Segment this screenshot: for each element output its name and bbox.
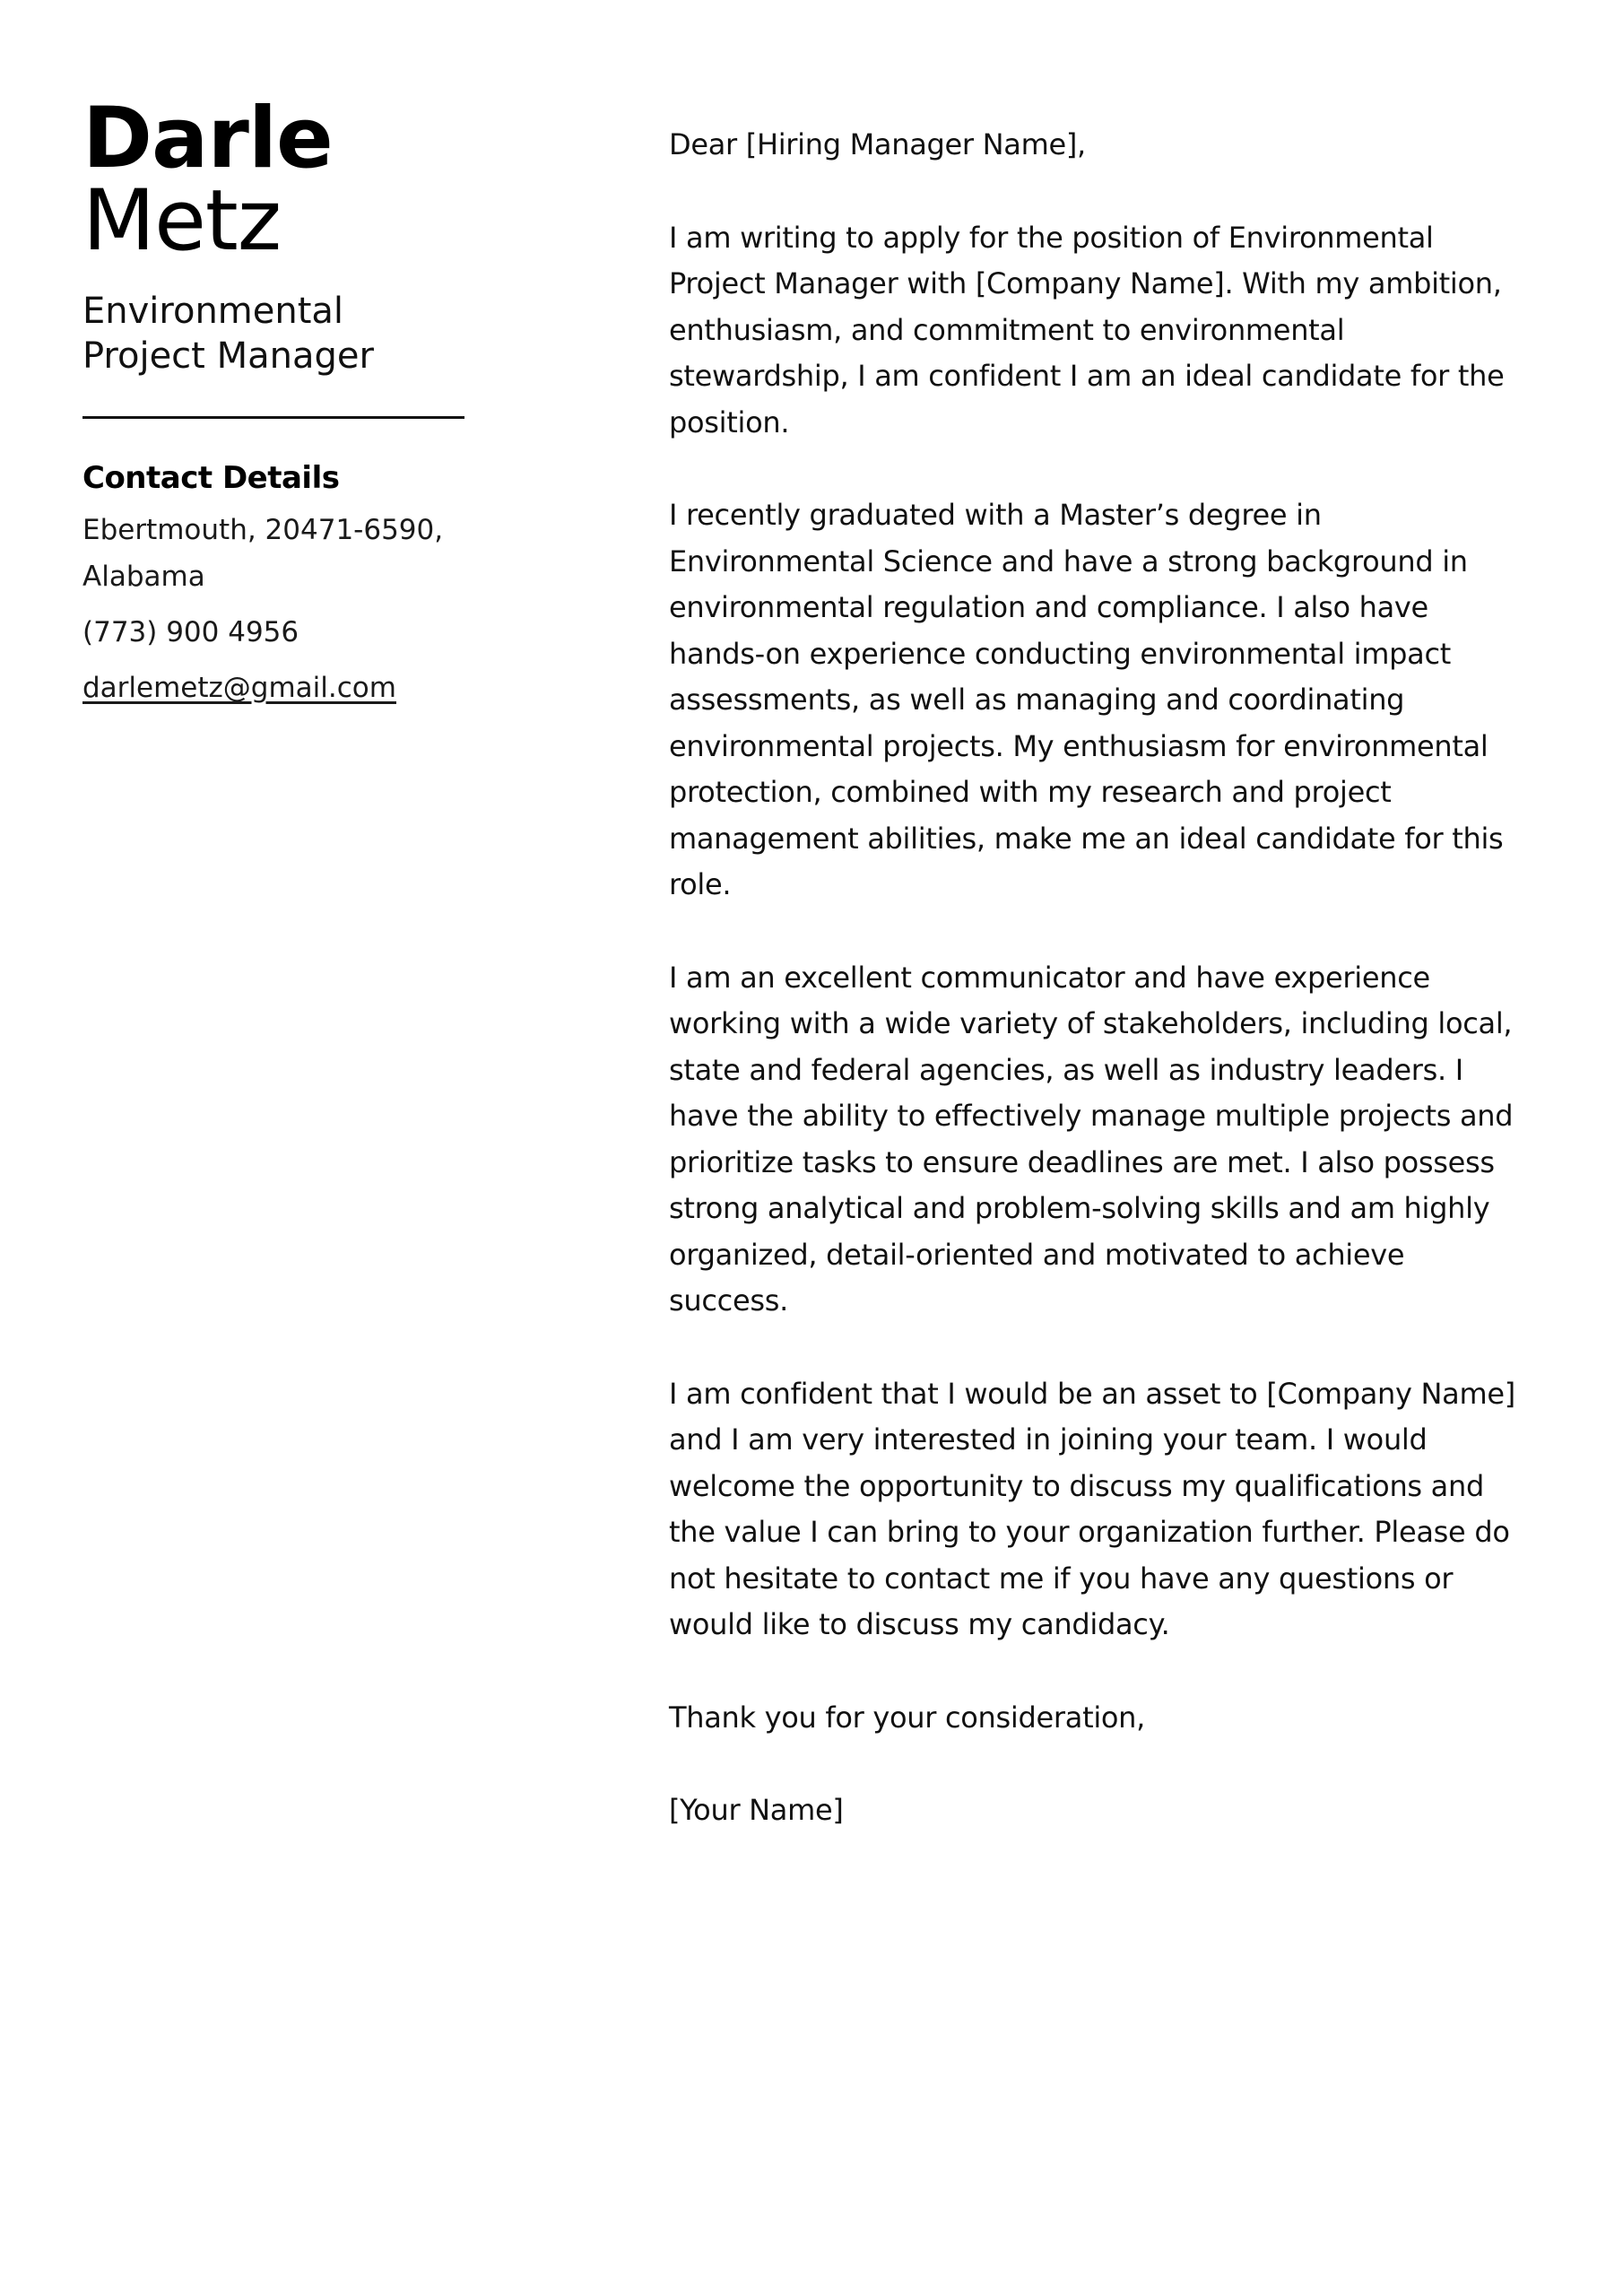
letter-greeting: Dear [Hiring Manager Name],	[669, 127, 1086, 161]
candidate-name	[82, 90, 468, 270]
letter-closing: Thank you for your consideration,	[669, 1700, 1146, 1735]
contact-phone: (773) 900 4956	[82, 616, 299, 648]
contact-address: Ebertmouth, 20471-6590, Alabama	[82, 514, 444, 593]
sidebar	[82, 90, 468, 711]
last-name: Metz	[82, 172, 282, 270]
letter-paragraph: I recently graduated with a Master’s degree in Environmental Science and have a strong background in environmental regulation and compliance. I also have hands-on experience conducting environmental impact assessments, as well as managing and coordinating environmental projects. My enthusiasm for environmental protection, combined with my research and project management abilities, make me an ideal candidate for this role.	[669, 498, 1504, 901]
contact-email-link[interactable]: darlemetz@gmail.com	[82, 672, 396, 704]
letter-paragraph: I am writing to apply for the position of Environmental Project Manager with [Company Name]. With my ambition, enthusiasm, and commitment to environmental stewardship, I am confident I am an ideal candidate for the position.	[669, 220, 1505, 439]
first-name: Darle	[82, 90, 333, 187]
contact-details-heading: Contact Details	[82, 460, 340, 496]
letter-signature: [Your Name]	[669, 1793, 844, 1827]
letter-paragraph: I am an excellent communicator and have experience working with a wide variety of stakeholders, including local, state and federal agencies, as well as industry leaders. I have the ability to effectively manage multiple projects and prioritize tasks to ensure deadlines are met. I also possess strong analytical and problem-solving skills and am highly organized, detail-oriented and motivated to achieve success.	[669, 960, 1514, 1318]
letter-body	[669, 122, 1530, 1881]
divider	[82, 416, 464, 419]
letter-paragraph: I am confident that I would be an asset to [Company Name] and I am very interested in joining your team. I would welcome the opportunity to discuss my qualifications and the value I can bring to your organization further. Please do not hesitate to contact me if you have any questions or would like to discuss my candidacy.	[669, 1376, 1515, 1641]
job-title: Environmental Project Manager	[82, 291, 374, 377]
